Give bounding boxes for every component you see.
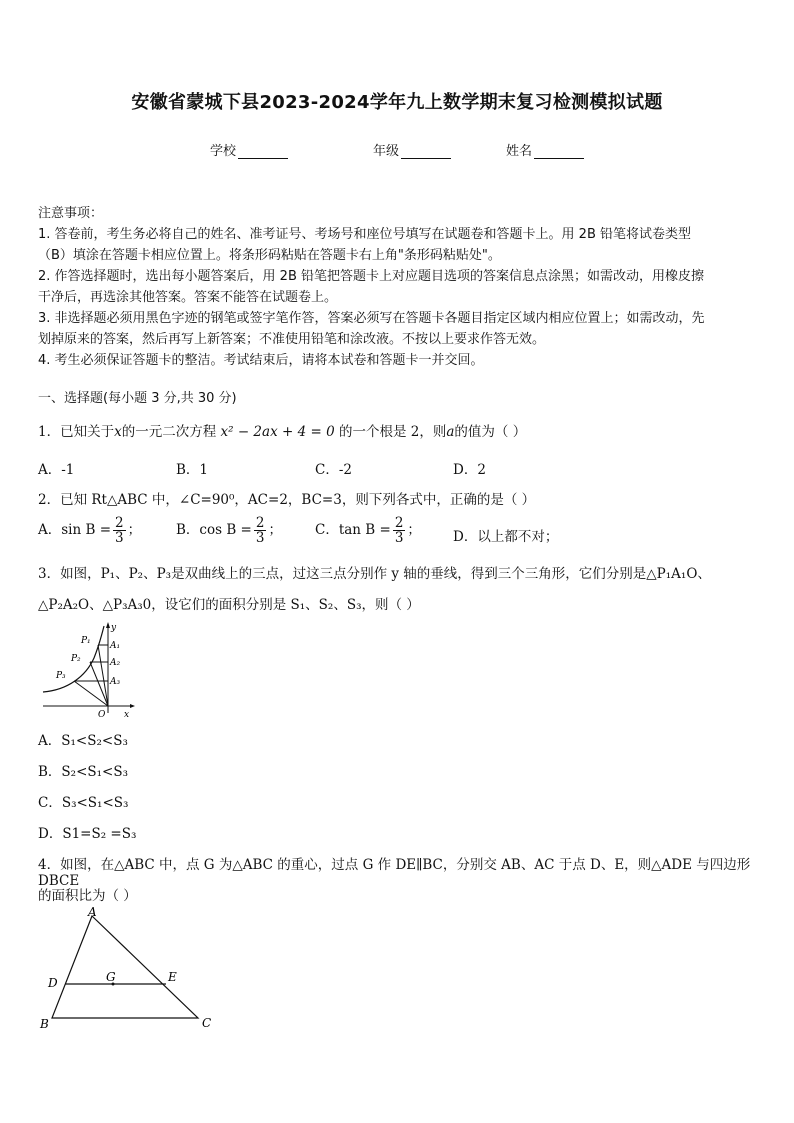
notes-heading: 注意事项： <box>38 206 104 221</box>
q3-option-c[interactable]: C．S₃<S₁<S₃ <box>38 795 129 811</box>
q2-c-label: C．tan B = <box>315 522 391 538</box>
label-a1: A₁ <box>110 641 121 651</box>
q2-option-d[interactable]: D．以上都不对； <box>453 529 559 545</box>
label-x: x <box>124 710 130 718</box>
question-3-line2: △P₂A₂O、△P₃A₃0，设它们的面积分别是 S₁、S₂、S₃，则（ ） <box>38 597 420 613</box>
label-p1: P₁ <box>81 636 91 646</box>
q2-b-label: B．cos B = <box>176 522 252 538</box>
label-c: C <box>202 1016 212 1030</box>
question-1 <box>38 420 526 440</box>
numerator: 2 <box>115 515 124 531</box>
fraction <box>254 516 267 545</box>
q1-text: 的值为（ ） <box>454 424 527 440</box>
q1-equation: x² − 2ax + 4 = 0 <box>220 424 335 440</box>
note-line: 干净后，再选涂其他答案。答案不能答在试题卷上。 <box>38 290 338 305</box>
label-a: A <box>88 906 97 919</box>
fraction <box>393 516 406 545</box>
note-line: 3. 非选择题必须用黑色字迹的钢笔或签字笔作答，答案必须写在答题卡各题目指定区域内相应位置上；如需改动，先 <box>38 311 705 326</box>
q1-option-b[interactable]: B．1 <box>176 462 209 478</box>
semicolon: ； <box>407 522 421 538</box>
semicolon: ； <box>127 522 142 538</box>
question-4-line1: 4．如图，在△ABC 中，点 G 为△ABC 的重心，过点 G 作 DE∥BC，分别交 AB、AC 于点 D、E，则△ADE 与四边形 DBCE <box>38 857 751 889</box>
q2-option-c[interactable] <box>315 516 421 545</box>
triangle-abc <box>52 916 198 1018</box>
q1-text: 的一个根是 2，则 <box>338 424 447 440</box>
note-line: 划掉原来的答案，然后再写上新答案；不准使用铅笔和涂改液。不按以上要求作答无效。 <box>38 332 546 347</box>
q1-option-d[interactable]: D．2 <box>453 462 486 478</box>
note-line: 4. 考生必须保证答题卡的整洁。考试结束后，请将本试卷和答题卡一并交回。 <box>38 353 484 368</box>
note-line: 2. 作答选择题时，选出每小题答案后，用 2B 铅笔把答题卡上对应题目选项的答案信息点涂黑；如需改动，用橡皮擦 <box>38 269 704 284</box>
label-o: O <box>98 710 106 718</box>
q1-option-c[interactable]: C．-2 <box>315 462 352 478</box>
page-title: 安徽省蒙城下县2023-2024学年九上数学期末复习检测模拟试题 <box>131 92 663 113</box>
q1-text: 1．已知关于 <box>38 424 115 440</box>
school-label: 学校 <box>210 144 237 159</box>
q2-a-label: A．sin B = <box>38 522 112 538</box>
school-field[interactable] <box>210 140 288 159</box>
y-axis-arrow <box>106 622 110 628</box>
q1-var-a: a <box>446 424 455 440</box>
numerator: 2 <box>255 515 265 531</box>
question-3-line1: 3．如图，P₁、P₂、P₃是双曲线上的三点，过这三点分别作 y 轴的垂线，得到三个三角形，它们分别是△P₁A₁O、 <box>38 566 711 582</box>
q3-option-d[interactable]: D．S1=S₂ =S₃ <box>38 826 137 842</box>
grade-label: 年级 <box>373 144 400 159</box>
q1-var-x: x <box>114 424 122 440</box>
numerator: 2 <box>394 515 404 531</box>
note-line: （B）填涂在答题卡相应位置上。将条形码粘贴在答题卡右上角"条形码粘贴处"。 <box>38 248 501 263</box>
seg-p1-o <box>98 645 108 706</box>
name-field[interactable] <box>506 140 584 159</box>
label-e: E <box>168 970 177 984</box>
name-label: 姓名 <box>506 144 533 159</box>
grade-field[interactable] <box>373 140 451 159</box>
denominator: 3 <box>255 530 265 546</box>
label-p3: P₃ <box>56 671 66 681</box>
label-y: y <box>111 623 117 633</box>
notes-block <box>38 203 758 371</box>
denominator: 3 <box>394 530 404 546</box>
denominator: 3 <box>115 530 124 546</box>
label-d: D <box>48 976 58 990</box>
question-4-line2: 的面积比为（ ） <box>38 888 137 904</box>
label-g: G <box>106 970 116 984</box>
q3-option-a[interactable]: A．S₁<S₂<S₃ <box>38 733 128 749</box>
q3-option-b[interactable]: B．S₂<S₁<S₃ <box>38 764 129 780</box>
q1-option-a[interactable]: A．-1 <box>38 462 75 478</box>
q2-option-b[interactable] <box>176 516 282 545</box>
q1-text: 的一元二次方程 <box>121 424 217 440</box>
question-2: 2．已知 Rt△ABC 中，∠C=90⁰，AC=2，BC=3，则下列各式中，正确的是（ ） <box>38 492 536 508</box>
q2-option-a[interactable] <box>38 516 141 545</box>
label-a2: A₂ <box>110 658 121 668</box>
hyperbola-figure <box>38 618 138 718</box>
semicolon: ； <box>268 522 282 538</box>
label-p2: P₂ <box>71 654 81 664</box>
label-b: B <box>40 1017 49 1031</box>
section-heading: 一、选择题(每小题 3 分,共 30 分) <box>38 391 237 406</box>
triangle-figure <box>38 906 218 1032</box>
fraction <box>113 516 126 545</box>
label-a3: A₃ <box>110 677 121 687</box>
note-line: 1. 答卷前，考生务必将自己的姓名、准考证号、考场号和座位号填写在试题卷和答题卡上。用 2B 铅笔将试卷类型 <box>38 227 691 242</box>
x-axis-arrow <box>130 704 135 708</box>
